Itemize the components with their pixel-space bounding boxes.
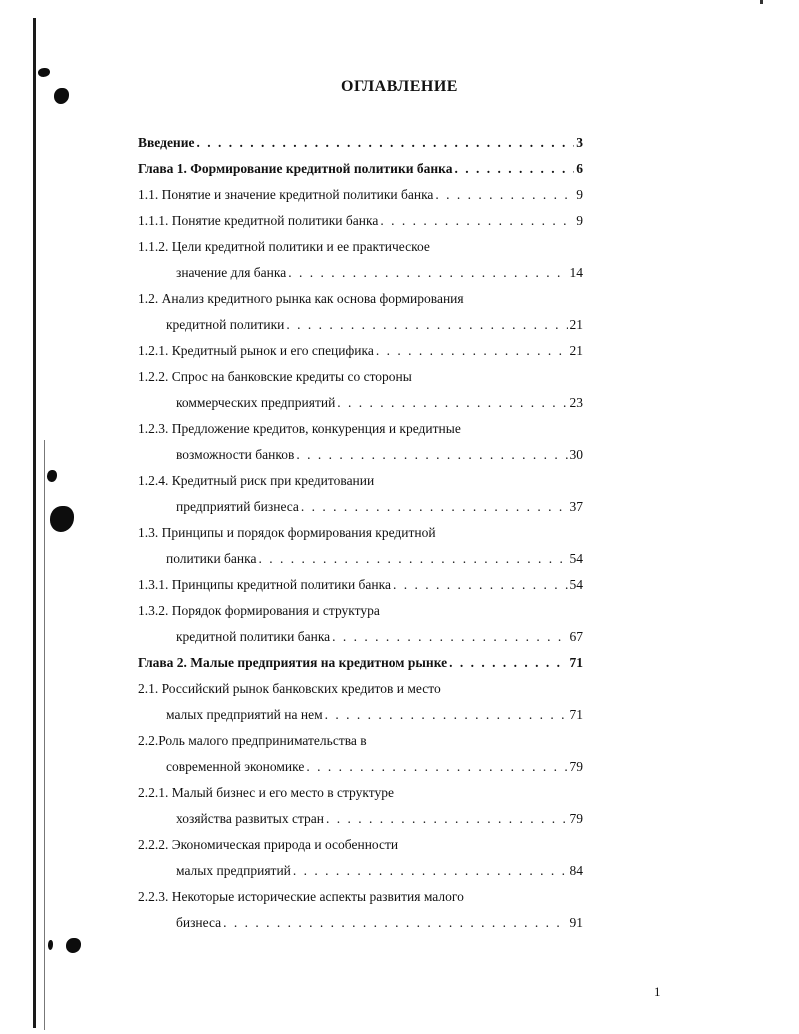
toc-leader-dots bbox=[296, 442, 567, 468]
toc-entry bbox=[138, 598, 583, 624]
toc-leader-dots bbox=[326, 806, 568, 832]
toc-entry-title: 2.2.1. Малый бизнес и его место в структуре bbox=[138, 785, 394, 800]
toc-entry-title: 1.1. Понятие и значение кредитной политики банка bbox=[138, 187, 434, 202]
toc-entry-title: малых предприятий на нем bbox=[166, 707, 323, 722]
toc-entry-page: 37 bbox=[569, 499, 583, 514]
toc-entry-title: коммерческих предприятий bbox=[176, 395, 336, 410]
toc-entry bbox=[138, 338, 583, 364]
scan-blot-5 bbox=[48, 940, 53, 950]
toc-entry-title: малых предприятий bbox=[176, 863, 291, 878]
toc-entry-title: кредитной политики bbox=[166, 317, 285, 332]
toc-entry-page: 9 bbox=[576, 213, 583, 228]
toc-entry-title: бизнеса bbox=[176, 915, 222, 930]
toc-entry bbox=[138, 728, 583, 754]
toc-entry-title: Глава 1. Формирование кредитной политики банка bbox=[138, 161, 453, 176]
toc-entry bbox=[138, 702, 583, 728]
toc-entry-page: 30 bbox=[569, 447, 583, 462]
toc-entry-page: 84 bbox=[569, 863, 583, 878]
toc-entry-title: Введение bbox=[138, 135, 195, 150]
toc-leader-dots bbox=[293, 858, 568, 884]
toc-entry bbox=[138, 624, 583, 650]
toc-entry-page: 67 bbox=[569, 629, 583, 644]
toc-entry-title: 1.3.1. Принципы кредитной политики банка bbox=[138, 577, 391, 592]
page-number: 1 bbox=[654, 984, 661, 999]
toc-entry bbox=[138, 442, 583, 468]
toc-entry-title: 1.2.1. Кредитный рынок и его специфика bbox=[138, 343, 374, 358]
toc-entry-page: 23 bbox=[569, 395, 583, 410]
toc-leader-dots bbox=[454, 156, 574, 182]
toc-entry bbox=[138, 156, 583, 182]
toc-entry-title: возможности банков bbox=[176, 447, 295, 462]
toc-entry bbox=[138, 286, 583, 312]
toc-leader-dots bbox=[196, 130, 574, 156]
toc-entry-page: 79 bbox=[569, 811, 583, 826]
page-title: ОГЛАВЛЕНИЕ bbox=[341, 78, 458, 95]
toc-leader-dots bbox=[223, 910, 567, 936]
toc-entry bbox=[138, 520, 583, 546]
toc-entry-title: 1.2. Анализ кредитного рынка как основа формирования bbox=[138, 291, 464, 306]
toc-entry-title: кредитной политики банка bbox=[176, 629, 331, 644]
toc-entry-title: 1.3. Принципы и порядок формирования кредитной bbox=[138, 525, 436, 540]
toc-leader-dots bbox=[288, 260, 567, 286]
toc-leader-dots bbox=[325, 702, 568, 728]
toc-leader-dots bbox=[435, 182, 574, 208]
toc-leader-dots bbox=[380, 208, 574, 234]
toc-entry bbox=[138, 364, 583, 390]
toc-entry-title: 1.1.2. Цели кредитной политики и ее практическое bbox=[138, 239, 430, 254]
toc-entry bbox=[138, 832, 583, 858]
toc-entry-title: 2.1. Российский рынок банковских кредитов и место bbox=[138, 681, 441, 696]
toc-entry-title: политики банка bbox=[166, 551, 257, 566]
toc-entry-title: 1.1.1. Понятие кредитной политики банка bbox=[138, 213, 379, 228]
toc-leader-dots bbox=[337, 390, 567, 416]
toc-entry bbox=[138, 780, 583, 806]
toc-entry bbox=[138, 676, 583, 702]
scan-edge-secondary bbox=[44, 440, 45, 1030]
toc-leader-dots bbox=[286, 312, 567, 338]
scan-corner-mark bbox=[760, 0, 763, 4]
toc-entry bbox=[138, 416, 583, 442]
toc-entry bbox=[138, 130, 583, 156]
toc-leader-dots bbox=[332, 624, 567, 650]
toc-entry bbox=[138, 312, 583, 338]
toc-entry-title: значение для банка bbox=[176, 265, 287, 280]
toc-entry-page: 6 bbox=[576, 161, 583, 176]
toc-entry-title: 1.2.3. Предложение кредитов, конкуренция и кредитные bbox=[138, 421, 461, 436]
toc-leader-dots bbox=[393, 572, 568, 598]
toc-entry-title: предприятий бизнеса bbox=[176, 499, 299, 514]
toc-entry-page: 14 bbox=[569, 265, 583, 280]
toc-entry bbox=[138, 754, 583, 780]
toc-entry-title: 2.2.2. Экономическая природа и особенности bbox=[138, 837, 399, 852]
toc-entry-page: 3 bbox=[576, 135, 583, 150]
toc-entry-page: 79 bbox=[569, 759, 583, 774]
table-of-contents bbox=[138, 130, 583, 936]
toc-entry-page: 91 bbox=[569, 915, 583, 930]
toc-entry-page: 21 bbox=[569, 317, 583, 332]
toc-entry bbox=[138, 390, 583, 416]
scan-blot-3 bbox=[47, 470, 57, 482]
toc-leader-dots bbox=[306, 754, 567, 780]
toc-entry bbox=[138, 182, 583, 208]
toc-leader-dots bbox=[449, 650, 567, 676]
toc-entry-page: 54 bbox=[569, 551, 583, 566]
toc-entry-title: Глава 2. Малые предприятия на кредитном рынке bbox=[138, 655, 448, 670]
toc-entry bbox=[138, 234, 583, 260]
scan-blot-6 bbox=[66, 938, 81, 953]
toc-entry bbox=[138, 884, 583, 910]
toc-leader-dots bbox=[301, 494, 568, 520]
toc-entry-page: 54 bbox=[569, 577, 583, 592]
toc-entry-title: 2.2.3. Некоторые исторические аспекты развития малого bbox=[138, 889, 464, 904]
scan-blot-4 bbox=[50, 506, 74, 532]
toc-leader-dots bbox=[258, 546, 567, 572]
toc-entry bbox=[138, 260, 583, 286]
toc-entry-page: 21 bbox=[569, 343, 583, 358]
scan-blot-1 bbox=[38, 68, 50, 77]
toc-entry bbox=[138, 572, 583, 598]
toc-entry bbox=[138, 494, 583, 520]
toc-entry-title: 1.2.4. Кредитный риск при кредитовании bbox=[138, 473, 375, 488]
toc-entry bbox=[138, 650, 583, 676]
toc-entry bbox=[138, 208, 583, 234]
toc-entry-page: 71 bbox=[569, 655, 583, 670]
toc-entry bbox=[138, 910, 583, 936]
toc-entry-title: 1.2.2. Спрос на банковские кредиты со стороны bbox=[138, 369, 412, 384]
toc-entry-title: 2.2.Роль малого предпринимательства в bbox=[138, 733, 367, 748]
toc-entry bbox=[138, 546, 583, 572]
toc-leader-dots bbox=[376, 338, 568, 364]
toc-entry bbox=[138, 468, 583, 494]
toc-entry-page: 9 bbox=[576, 187, 583, 202]
toc-entry bbox=[138, 806, 583, 832]
toc-entry-title: хозяйства развитых стран bbox=[176, 811, 324, 826]
toc-entry-title: 1.3.2. Порядок формирования и структура bbox=[138, 603, 380, 618]
toc-entry bbox=[138, 858, 583, 884]
toc-entry-page: 71 bbox=[569, 707, 583, 722]
toc-entry-title: современной экономике bbox=[166, 759, 305, 774]
scan-edge-left bbox=[33, 18, 36, 1028]
